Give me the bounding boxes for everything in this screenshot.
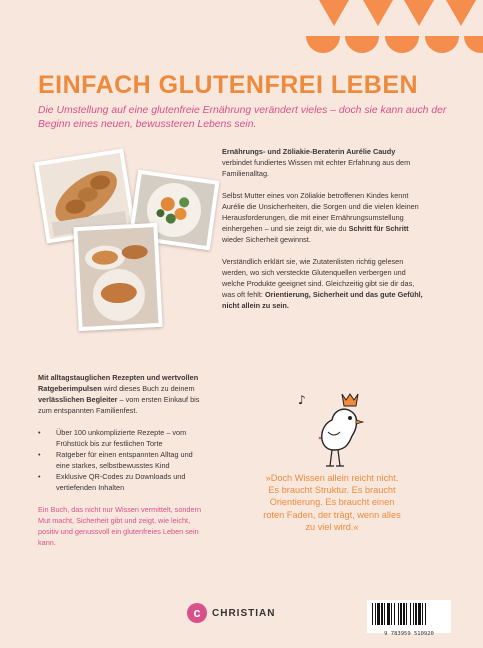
barcode-bar	[406, 603, 407, 625]
svg-text:♪: ♪	[298, 393, 306, 407]
pull-quote: »Doch Wissen allein reicht nicht. Es braucht Struktur. Es braucht Orientierung. Es braucht einen roten Faden, der trägt, wenn alles zu viel wird.«	[263, 473, 401, 532]
top-semicircle-2	[345, 36, 379, 53]
top-semicircle-1	[306, 36, 340, 53]
barcode-bar	[415, 603, 417, 625]
page-title: EINFACH GLUTENFREI LEBEN	[38, 71, 419, 99]
list-item: • Ratgeber für einen entspannten Alltag und eine starkes, selbstbewusstes Kind	[38, 449, 208, 471]
top-triangle-4	[446, 0, 476, 26]
barcode-bar	[391, 603, 392, 625]
barcode-bar	[377, 603, 380, 625]
right-p3-bold: Orientierung, Sicherheit und das gute Gefühl, nicht allein zu sein.	[222, 290, 423, 310]
list-item: • Exklusive QR-Codes zu Downloads und vertiefenden Inhalten	[38, 471, 208, 493]
left-paragraph-1	[38, 372, 208, 416]
list-item: • Über 100 unkomplizierte Rezepte – vom Frühstück bis zur festlichen Torte	[38, 427, 208, 449]
right-paragraph-1	[222, 146, 426, 179]
barcode-bar	[413, 603, 414, 625]
right-p3-a: Verständlich erklärt sie, wie Zutatenlisten richtig gelesen werden, wo sich versteckte Glutenquellen verbergen und welche Produkte geeignet sind. Gleichzeitig gibt sie dir das, was oft fehlt:	[222, 257, 415, 299]
barcode-bar	[425, 603, 426, 625]
top-triangle-3	[404, 0, 434, 26]
barcode-bar	[387, 603, 390, 625]
right-p1-rest: verbindet fundiertes Wissen mit echter Erfahrung aus dem Familienalltag.	[222, 158, 411, 178]
left-column	[38, 372, 208, 548]
top-triangle-2	[363, 0, 393, 26]
top-semicircle-3	[385, 36, 419, 53]
left-p1-mid: wird dieses Buch zu deinem	[101, 384, 195, 393]
left-p1-end: – vom ersten Einkauf bis zum entspannten Familienfest.	[38, 395, 200, 415]
barcode-bar	[384, 603, 385, 625]
barcode	[367, 600, 451, 637]
right-p2-bold: Schritt für Schritt	[348, 224, 409, 233]
barcode-bar	[410, 603, 411, 625]
barcode-bar	[418, 603, 421, 625]
intro-text: Die Umstellung auf eine glutenfreie Ernährung verändert vieles – doch sie kann auch der Beginn eines neuen, bewussteren Lebens sein.	[38, 105, 447, 130]
barcode-bar	[422, 603, 423, 625]
closing-text: Ein Buch, das nicht nur Wissen vermittelt, sondern Mut macht, Sicherheit gibt und zeigt, wie leicht, positiv und genussvoll ein glutenfreies Leben sein kann.	[38, 505, 202, 547]
left-p1-bold2: verlässlichen Begleiter	[38, 395, 118, 404]
publisher-name: CHRISTIAN	[212, 607, 276, 619]
publisher-logo	[187, 603, 275, 623]
barcode-bar	[403, 603, 405, 625]
bird-illustration	[296, 390, 366, 472]
right-paragraph-3	[222, 256, 426, 311]
barcode-bars	[367, 600, 451, 626]
right-p2-a: Selbst Mutter eines von Zöliakie betroffenen Kindes kennt Aurélie die Unsicherheiten, die Sorgen und die vielen kleinen Herausforderungen, die mit einer Ernährungsumstellung einhergehen – und sie zeigt dir, wie du	[222, 191, 419, 233]
top-semicircle-5	[464, 36, 483, 53]
right-column	[222, 146, 426, 311]
barcode-bar	[400, 603, 402, 625]
right-p2-c: wieder Sicherheit gewinnst.	[222, 235, 311, 244]
barcode-bar	[394, 603, 395, 625]
feature-list	[38, 427, 208, 493]
isbn-digits: 9 783959 510920	[384, 631, 434, 637]
publisher-logo-icon: c	[187, 603, 207, 623]
right-paragraph-2	[222, 190, 426, 245]
barcode-bar	[375, 603, 376, 625]
barcode-bar	[398, 603, 399, 625]
author-intro: Ernährungs- und Zöliakie-Beraterin Aurélie Caudy	[222, 147, 396, 156]
barcode-bar	[381, 603, 383, 625]
barcode-bar	[372, 603, 373, 625]
photo-croissants	[73, 223, 162, 331]
top-semicircle-4	[425, 36, 459, 53]
left-p1-bold: Mit alltagstauglichen Rezepten und wertvollen Ratgeberimpulsen	[38, 373, 199, 393]
top-triangle-1	[319, 0, 349, 26]
